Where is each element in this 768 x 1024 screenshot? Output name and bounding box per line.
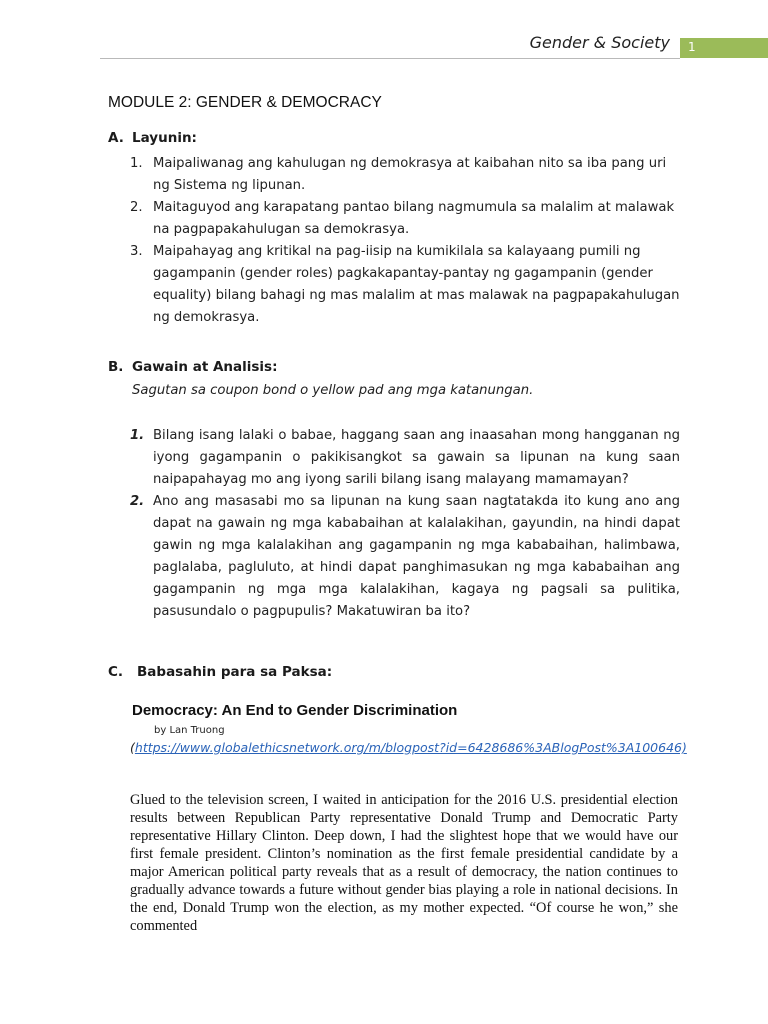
page-number: 1	[688, 40, 696, 54]
running-header-title: Gender & Society	[529, 33, 670, 52]
objective-number: 2.	[130, 200, 143, 215]
article-body: Glued to the television screen, I waited in anticipation for the 2016 U.S. presidential election results between Republican Party representative Donald Trump and Democratic Party representative Hillary Clinton. Deep down, I had the slightest hope that we would have our first female president. Clinton’s nomination as the first female presidential candidate by a major American political party reveals that as a result of democracy, the nation continues to gradually advance towards a future without gender bias playing a role in national decisions. In the end, Donald Trump won the election, as my mother expected. “Of course he won,” she commented	[130, 792, 678, 934]
question-item	[130, 491, 680, 623]
section-b-heading	[108, 359, 278, 375]
article-title: Democracy: An End to Gender Discrimination	[132, 702, 458, 719]
section-b-title: Gawain at Analisis:	[132, 359, 278, 375]
source-open-paren: (	[130, 740, 135, 755]
section-a-letter: A.	[108, 130, 124, 146]
section-c-heading	[108, 664, 332, 680]
objective-item	[130, 197, 680, 241]
section-c-letter: C.	[108, 664, 124, 680]
section-b-letter: B.	[108, 359, 124, 375]
objective-number: 3.	[130, 244, 143, 259]
objective-number: 1.	[130, 156, 143, 171]
question-text: Ano ang masasabi mo sa lipunan na kung saan nagtatakda ito kung ano ang dapat na gawain ng mga kababaihan at kalalakihan, gayundin, na hindi dapat gawin ng mga kalalakihan ang gagampanin ng mga kababaihan, halimbawa, paglalaba, pagluluto, at hindi dapat panghimasukan ng mga kababaihan ang gagampanin ng mga mga kalalakihan, kagaya ng pagsali sa pulitika, pasusundalo o pagpupulis? Makatuwiran ba ito?	[153, 494, 680, 619]
objective-item	[130, 153, 680, 197]
activity-instruction: Sagutan sa coupon bond o yellow pad ang mga katanungan.	[132, 383, 534, 398]
page-number-box	[680, 38, 768, 58]
question-number: 1.	[130, 428, 145, 443]
header-rule	[100, 58, 680, 59]
objective-text: Maipaliwanag ang kahulugan ng demokrasya at kaibahan nito sa iba pang uri ng Sistema ng lipunan.	[153, 156, 667, 193]
article-source	[130, 740, 687, 755]
module-title: MODULE 2: GENDER & DEMOCRACY	[108, 94, 382, 111]
objective-item	[130, 241, 680, 329]
objectives-list	[130, 153, 680, 329]
question-number: 2.	[130, 494, 145, 509]
source-link[interactable]: https://www.globalethicsnetwork.org/m/blogpost?id=6428686%3ABlogPost%3A100646)	[134, 740, 687, 755]
question-text: Bilang isang lalaki o babae, haggang saan ang inaasahan mong hangganan ng iyong gagampanin o pakikisangkot sa gawain sa lipunan na kung saan naipapahayag mo ang iyong sarili bilang isang malayang mamamayan?	[153, 428, 680, 487]
section-a-title: Layunin:	[132, 130, 197, 146]
question-item	[130, 425, 680, 491]
objective-text: Maipahayag ang kritikal na pag-iisip na kumikilala sa kalayaang pumili ng gagampanin (gender roles) pagkakapantay-pantay ng gagampanin (gender equality) bilang bahagi ng mas malalim at mas malawak na pagpapakahulugan ng demokrasya.	[153, 244, 680, 325]
questions-list	[130, 425, 680, 623]
section-a-heading	[108, 130, 197, 146]
article-byline: by Lan Truong	[154, 725, 225, 736]
objective-text: Maitaguyod ang karapatang pantao bilang nagmumula sa malalim at malawak na pagpapakahulugan sa demokrasya.	[153, 200, 675, 237]
section-c-title: Babasahin para sa Paksa:	[137, 664, 333, 680]
